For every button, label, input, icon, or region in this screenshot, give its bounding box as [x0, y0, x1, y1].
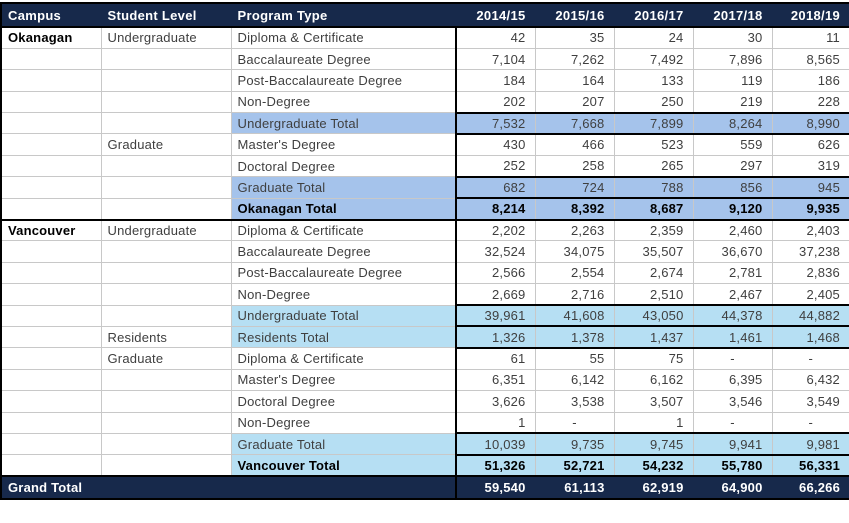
campus-cell — [1, 412, 101, 433]
value-cell: 1 — [614, 412, 693, 433]
value-cell: 2,716 — [535, 284, 614, 305]
campus-cell — [1, 305, 101, 326]
value-cell: 184 — [456, 70, 535, 91]
value-cell: 2,467 — [693, 284, 772, 305]
column-header-year-2014-15: 2014/15 — [456, 3, 535, 27]
value-cell: 9,941 — [693, 433, 772, 454]
campus-cell — [1, 262, 101, 283]
value-cell: 3,538 — [535, 391, 614, 412]
value-cell: 258 — [535, 155, 614, 176]
value-cell: 61,113 — [535, 476, 614, 499]
value-cell: 35 — [535, 27, 614, 48]
value-cell: 52,721 — [535, 455, 614, 476]
value-cell: 2,554 — [535, 262, 614, 283]
student-level-cell — [101, 369, 231, 390]
column-header-year-2018-19: 2018/19 — [772, 3, 849, 27]
value-cell: 7,899 — [614, 113, 693, 134]
program-type-cell: Master's Degree — [231, 134, 456, 155]
campus-cell: Vancouver — [1, 220, 101, 241]
table-row — [1, 198, 849, 219]
value-cell: 788 — [614, 177, 693, 198]
table-row — [1, 433, 849, 454]
value-cell: 44,882 — [772, 305, 849, 326]
value-cell: 59,540 — [456, 476, 535, 499]
value-cell: 6,162 — [614, 369, 693, 390]
student-level-cell — [101, 391, 231, 412]
value-cell: 3,546 — [693, 391, 772, 412]
table-row — [1, 476, 849, 499]
table-row — [1, 326, 849, 347]
student-level-cell — [101, 70, 231, 91]
value-cell: - — [693, 348, 772, 369]
value-cell: 3,507 — [614, 391, 693, 412]
value-cell: 250 — [614, 91, 693, 112]
campus-cell — [1, 113, 101, 134]
value-cell: 2,510 — [614, 284, 693, 305]
table-row — [1, 455, 849, 476]
value-cell: 319 — [772, 155, 849, 176]
campus-cell — [1, 348, 101, 369]
table-row — [1, 220, 849, 241]
student-level-cell — [101, 48, 231, 69]
table-row — [1, 91, 849, 112]
campus-cell — [1, 91, 101, 112]
value-cell: 36,670 — [693, 241, 772, 262]
student-level-cell — [101, 91, 231, 112]
table-row — [1, 412, 849, 433]
value-cell: 523 — [614, 134, 693, 155]
program-type-cell: Okanagan Total — [231, 198, 456, 219]
value-cell: 186 — [772, 70, 849, 91]
column-header-student-level: Student Level — [101, 3, 231, 27]
value-cell: - — [772, 412, 849, 433]
value-cell: 8,214 — [456, 198, 535, 219]
program-type-cell: Non-Degree — [231, 284, 456, 305]
value-cell: 2,359 — [614, 220, 693, 241]
program-type-cell: Vancouver Total — [231, 455, 456, 476]
value-cell: 37,238 — [772, 241, 849, 262]
value-cell: 8,565 — [772, 48, 849, 69]
program-type-cell: Graduate Total — [231, 433, 456, 454]
campus-cell — [1, 155, 101, 176]
program-type-cell: Non-Degree — [231, 412, 456, 433]
table-row — [1, 155, 849, 176]
value-cell: 856 — [693, 177, 772, 198]
value-cell: 42 — [456, 27, 535, 48]
campus-cell — [1, 391, 101, 412]
value-cell: 207 — [535, 91, 614, 112]
value-cell: 2,836 — [772, 262, 849, 283]
value-cell: 55 — [535, 348, 614, 369]
value-cell: 64,900 — [693, 476, 772, 499]
campus-cell — [1, 284, 101, 305]
value-cell: 724 — [535, 177, 614, 198]
value-cell: 7,668 — [535, 113, 614, 134]
table-row — [1, 348, 849, 369]
value-cell: 119 — [693, 70, 772, 91]
value-cell: 54,232 — [614, 455, 693, 476]
value-cell: 1 — [456, 412, 535, 433]
column-header-year-2016-17: 2016/17 — [614, 3, 693, 27]
value-cell: 265 — [614, 155, 693, 176]
campus-cell — [1, 198, 101, 219]
value-cell: 9,735 — [535, 433, 614, 454]
value-cell: 24 — [614, 27, 693, 48]
value-cell: 682 — [456, 177, 535, 198]
table-row — [1, 113, 849, 134]
program-type-cell: Master's Degree — [231, 369, 456, 390]
program-type-cell: Baccalaureate Degree — [231, 241, 456, 262]
program-type-cell: Diploma & Certificate — [231, 348, 456, 369]
value-cell: - — [772, 348, 849, 369]
student-level-cell — [101, 433, 231, 454]
value-cell: 430 — [456, 134, 535, 155]
program-type-cell: Diploma & Certificate — [231, 27, 456, 48]
value-cell: 559 — [693, 134, 772, 155]
value-cell: 35,507 — [614, 241, 693, 262]
column-header-year-2015-16: 2015/16 — [535, 3, 614, 27]
table-row — [1, 284, 849, 305]
program-type-cell: Doctoral Degree — [231, 391, 456, 412]
value-cell: 2,669 — [456, 284, 535, 305]
value-cell: 8,990 — [772, 113, 849, 134]
campus-cell — [1, 70, 101, 91]
table-header — [1, 3, 849, 27]
value-cell: 945 — [772, 177, 849, 198]
grand-total-label: Grand Total — [1, 476, 456, 499]
value-cell: 7,104 — [456, 48, 535, 69]
student-level-cell — [101, 241, 231, 262]
student-level-cell — [101, 113, 231, 134]
program-type-cell: Post-Baccalaureate Degree — [231, 70, 456, 91]
student-level-cell — [101, 155, 231, 176]
value-cell: 8,392 — [535, 198, 614, 219]
student-level-cell — [101, 412, 231, 433]
program-type-cell: Baccalaureate Degree — [231, 48, 456, 69]
header-row — [1, 3, 849, 27]
value-cell: 1,468 — [772, 326, 849, 347]
value-cell: 9,745 — [614, 433, 693, 454]
student-level-cell — [101, 198, 231, 219]
table-row — [1, 134, 849, 155]
program-type-cell: Graduate Total — [231, 177, 456, 198]
value-cell: 626 — [772, 134, 849, 155]
enrollment-table — [0, 2, 849, 500]
value-cell: 1,378 — [535, 326, 614, 347]
table-row — [1, 241, 849, 262]
student-level-cell — [101, 262, 231, 283]
column-header-program-type: Program Type — [231, 3, 456, 27]
table-row — [1, 177, 849, 198]
student-level-cell: Graduate — [101, 134, 231, 155]
student-level-cell — [101, 305, 231, 326]
student-level-cell: Residents — [101, 326, 231, 347]
program-type-cell: Diploma & Certificate — [231, 220, 456, 241]
student-level-cell: Undergraduate — [101, 220, 231, 241]
value-cell: - — [535, 412, 614, 433]
student-level-cell: Graduate — [101, 348, 231, 369]
value-cell: 2,202 — [456, 220, 535, 241]
value-cell: 66,266 — [772, 476, 849, 499]
table-row — [1, 70, 849, 91]
campus-cell — [1, 48, 101, 69]
campus-cell — [1, 177, 101, 198]
table-row — [1, 27, 849, 48]
campus-cell — [1, 134, 101, 155]
value-cell: 3,626 — [456, 391, 535, 412]
value-cell: 2,460 — [693, 220, 772, 241]
value-cell: 11 — [772, 27, 849, 48]
campus-cell — [1, 241, 101, 262]
value-cell: 9,981 — [772, 433, 849, 454]
program-type-cell: Undergraduate Total — [231, 305, 456, 326]
value-cell: 55,780 — [693, 455, 772, 476]
value-cell: 10,039 — [456, 433, 535, 454]
program-type-cell: Residents Total — [231, 326, 456, 347]
value-cell: 6,142 — [535, 369, 614, 390]
value-cell: 1,461 — [693, 326, 772, 347]
value-cell: - — [693, 412, 772, 433]
value-cell: 2,403 — [772, 220, 849, 241]
value-cell: 7,896 — [693, 48, 772, 69]
value-cell: 7,532 — [456, 113, 535, 134]
table-row — [1, 262, 849, 283]
value-cell: 2,566 — [456, 262, 535, 283]
value-cell: 8,264 — [693, 113, 772, 134]
value-cell: 44,378 — [693, 305, 772, 326]
student-level-cell — [101, 455, 231, 476]
value-cell: 1,437 — [614, 326, 693, 347]
column-header-campus: Campus — [1, 3, 101, 27]
value-cell: 219 — [693, 91, 772, 112]
table-row — [1, 391, 849, 412]
campus-cell — [1, 369, 101, 390]
value-cell: 2,405 — [772, 284, 849, 305]
value-cell: 30 — [693, 27, 772, 48]
value-cell: 3,549 — [772, 391, 849, 412]
value-cell: 41,608 — [535, 305, 614, 326]
value-cell: 6,351 — [456, 369, 535, 390]
value-cell: 62,919 — [614, 476, 693, 499]
student-level-cell — [101, 284, 231, 305]
table-body — [1, 27, 849, 499]
value-cell: 6,395 — [693, 369, 772, 390]
value-cell: 2,781 — [693, 262, 772, 283]
program-type-cell: Doctoral Degree — [231, 155, 456, 176]
campus-cell — [1, 326, 101, 347]
value-cell: 466 — [535, 134, 614, 155]
value-cell: 6,432 — [772, 369, 849, 390]
value-cell: 9,120 — [693, 198, 772, 219]
value-cell: 164 — [535, 70, 614, 91]
value-cell: 228 — [772, 91, 849, 112]
table-row — [1, 305, 849, 326]
value-cell: 61 — [456, 348, 535, 369]
student-level-cell: Undergraduate — [101, 27, 231, 48]
value-cell: 297 — [693, 155, 772, 176]
campus-cell: Okanagan — [1, 27, 101, 48]
value-cell: 1,326 — [456, 326, 535, 347]
table-row — [1, 369, 849, 390]
campus-cell — [1, 455, 101, 476]
value-cell: 252 — [456, 155, 535, 176]
value-cell: 2,263 — [535, 220, 614, 241]
value-cell: 7,262 — [535, 48, 614, 69]
value-cell: 51,326 — [456, 455, 535, 476]
value-cell: 32,524 — [456, 241, 535, 262]
column-header-year-2017-18: 2017/18 — [693, 3, 772, 27]
value-cell: 7,492 — [614, 48, 693, 69]
value-cell: 75 — [614, 348, 693, 369]
value-cell: 39,961 — [456, 305, 535, 326]
value-cell: 2,674 — [614, 262, 693, 283]
value-cell: 56,331 — [772, 455, 849, 476]
student-level-cell — [101, 177, 231, 198]
value-cell: 8,687 — [614, 198, 693, 219]
value-cell: 43,050 — [614, 305, 693, 326]
value-cell: 202 — [456, 91, 535, 112]
program-type-cell: Undergraduate Total — [231, 113, 456, 134]
campus-cell — [1, 433, 101, 454]
program-type-cell: Non-Degree — [231, 91, 456, 112]
table-row — [1, 48, 849, 69]
value-cell: 9,935 — [772, 198, 849, 219]
value-cell: 133 — [614, 70, 693, 91]
value-cell: 34,075 — [535, 241, 614, 262]
program-type-cell: Post-Baccalaureate Degree — [231, 262, 456, 283]
